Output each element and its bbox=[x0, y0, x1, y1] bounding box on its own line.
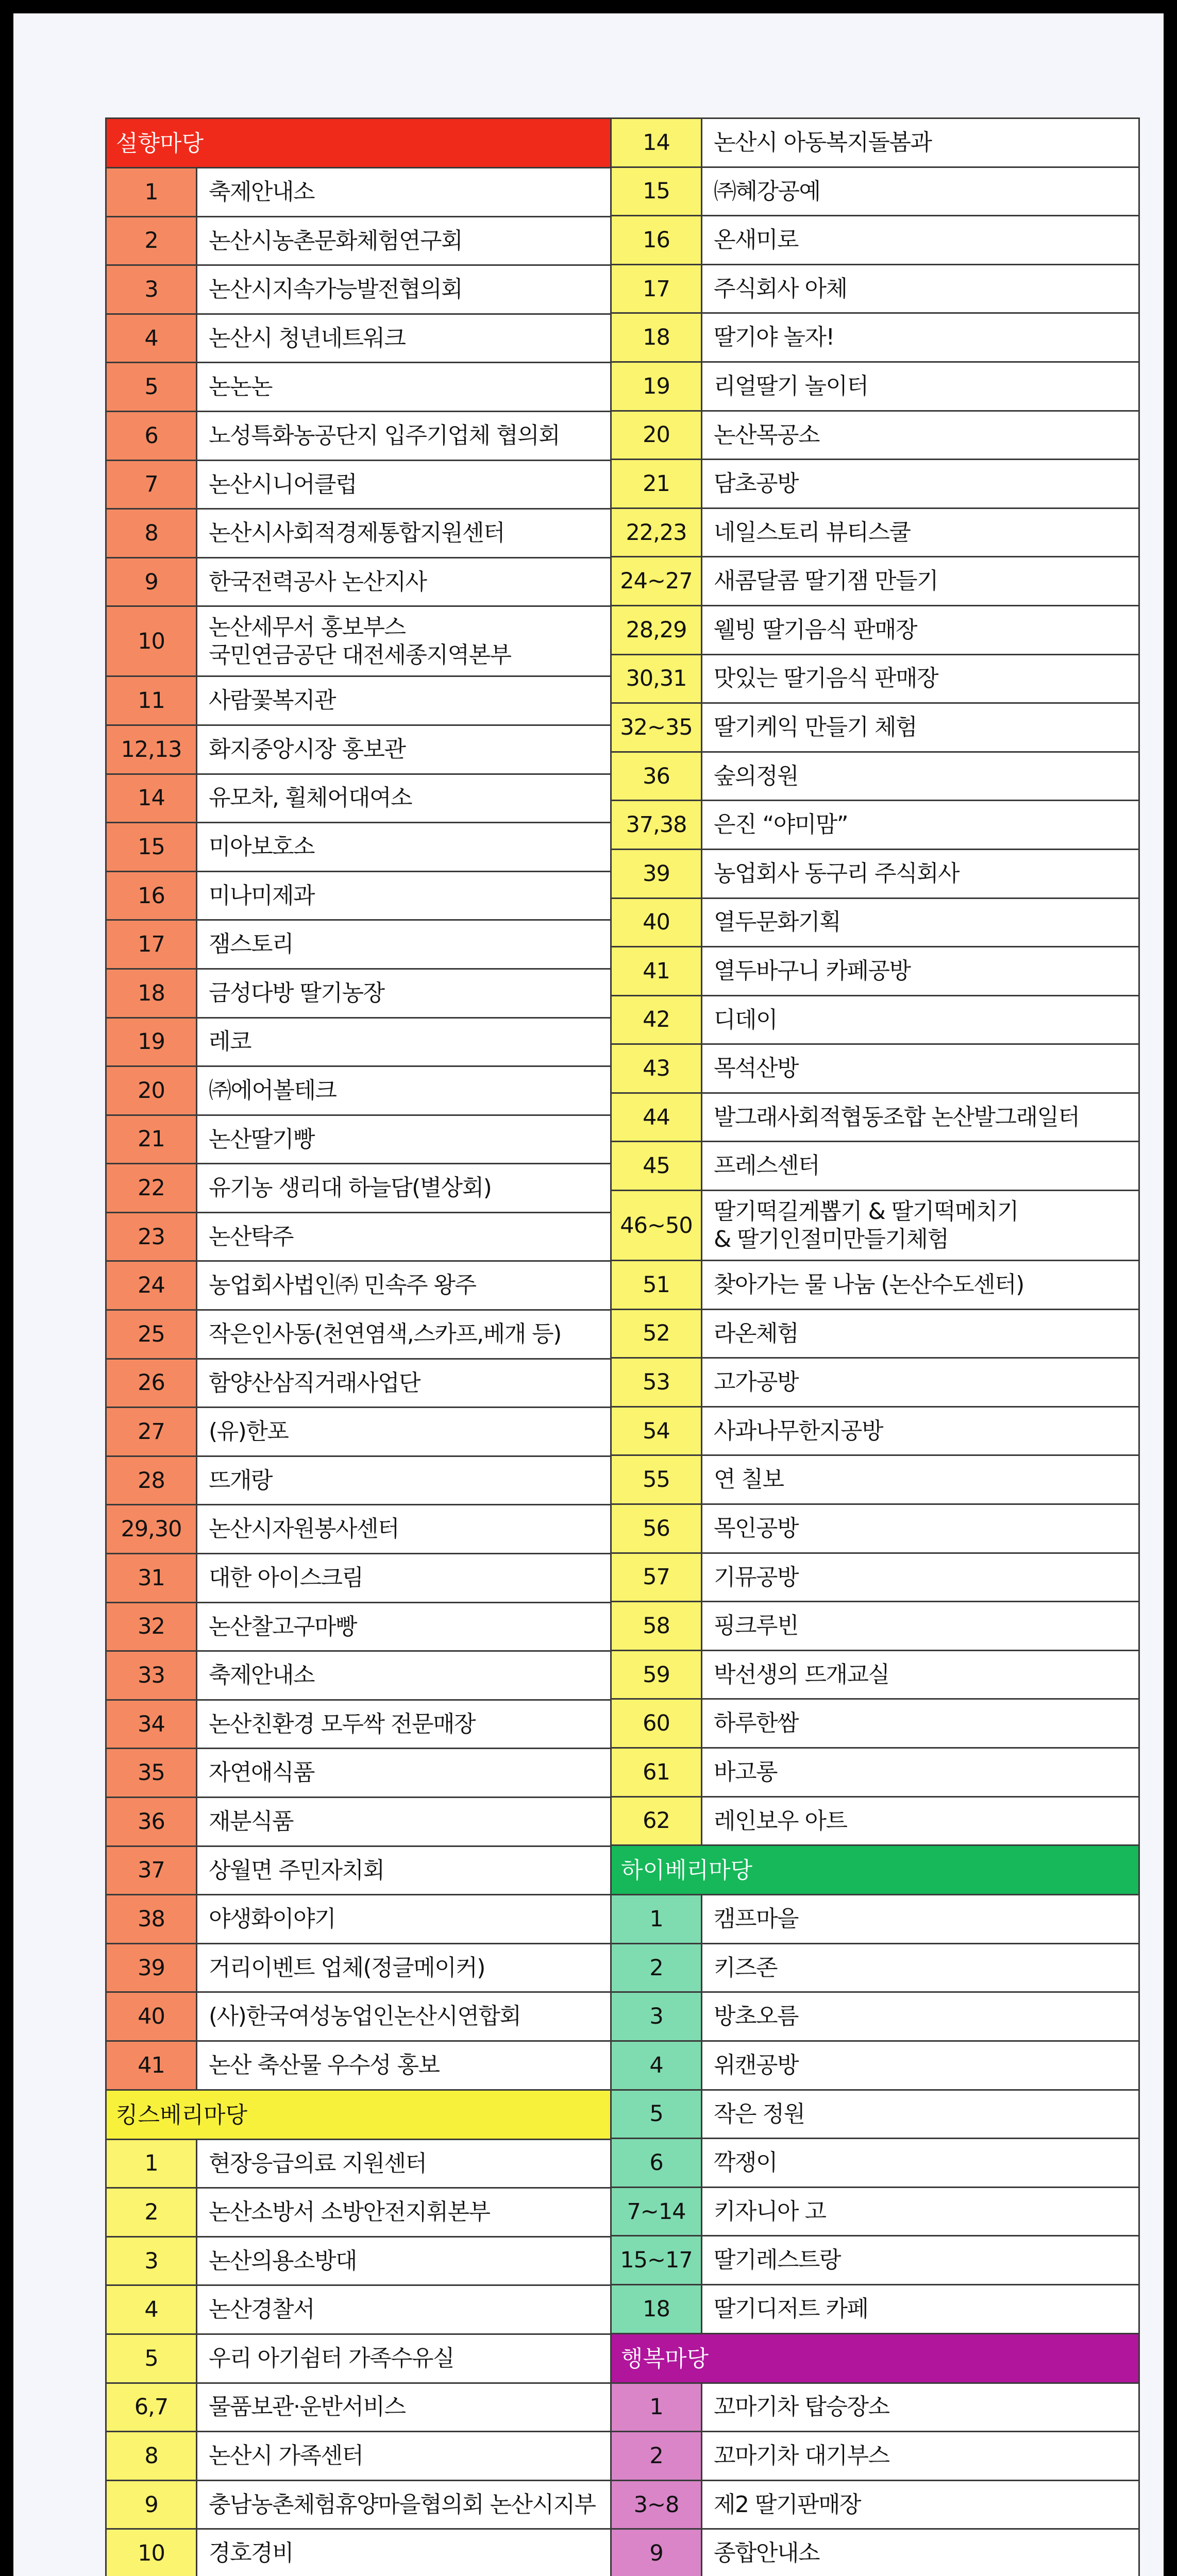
booth-name: 농업회사 동구리 주식회사 bbox=[714, 860, 960, 887]
booth-row bbox=[612, 606, 1138, 655]
booth-row bbox=[612, 1602, 1138, 1651]
booth-row bbox=[107, 1116, 633, 1165]
booth-row bbox=[612, 1310, 1138, 1359]
booth-name: 발그래사회적협동조합 논산발그래일터 bbox=[714, 1104, 1080, 1130]
booth-number: 7~14 bbox=[612, 2188, 702, 2235]
booth-name: 주식회사 아체 bbox=[714, 275, 847, 302]
booth-name: 딸기떡길게뽑기 & 딸기떡메치기 & 딸기인절미만들기체험 bbox=[714, 1198, 1018, 1252]
booth-row bbox=[612, 1554, 1138, 1603]
booth-number: 10 bbox=[107, 607, 197, 675]
booth-number: 40 bbox=[107, 1993, 197, 2040]
left-column-table bbox=[105, 117, 635, 2576]
booth-row bbox=[107, 1603, 633, 1652]
booth-row bbox=[612, 314, 1138, 363]
booth-name: 대한 아이스크림 bbox=[209, 1564, 363, 1591]
booth-number: 2 bbox=[612, 2432, 702, 2480]
booth-number: 3 bbox=[612, 1993, 702, 2040]
booth-number: 10 bbox=[107, 2530, 197, 2576]
booth-number: 46~50 bbox=[612, 1191, 702, 1260]
booth-name: 논산시 아동복지돌봄과 bbox=[714, 129, 932, 156]
booth-row bbox=[612, 460, 1138, 509]
booth-number: 6,7 bbox=[107, 2384, 197, 2431]
booth-row bbox=[107, 2286, 633, 2335]
booth-number: 24~27 bbox=[612, 557, 702, 605]
booth-row bbox=[107, 2432, 633, 2481]
booth-name: 논산탁주 bbox=[209, 1223, 294, 1250]
booth-number: 57 bbox=[612, 1554, 702, 1601]
booth-name: 키즈존 bbox=[714, 1954, 778, 1981]
booth-row bbox=[107, 2189, 633, 2238]
booth-name: 캠프마을 bbox=[714, 1906, 799, 1933]
booth-name: 논산찰고구마빵 bbox=[209, 1613, 357, 1640]
booth-number: 27 bbox=[107, 1408, 197, 1455]
booth-row bbox=[107, 775, 633, 824]
booth-name: 종합안내소 bbox=[714, 2540, 820, 2567]
booth-number: 59 bbox=[612, 1651, 702, 1699]
booth-row bbox=[612, 1191, 1138, 1261]
booth-row bbox=[107, 2530, 633, 2576]
booth-row bbox=[107, 168, 633, 217]
booth-number: 43 bbox=[612, 1045, 702, 1092]
booth-row bbox=[107, 677, 633, 726]
booth-row bbox=[107, 2384, 633, 2433]
booth-row bbox=[107, 2481, 633, 2530]
booth-row bbox=[107, 1895, 633, 1944]
booth-number: 17 bbox=[107, 921, 197, 968]
booth-name: 박선생의 뜨개교실 bbox=[714, 1661, 889, 1688]
booth-name: 논산시자원봉사센터 bbox=[209, 1516, 399, 1543]
booth-name: 자연애식품 bbox=[209, 1759, 315, 1786]
booth-number: 25 bbox=[107, 1311, 197, 1358]
booth-number: 54 bbox=[612, 1408, 702, 1455]
booth-name: 축제안내소 bbox=[209, 178, 315, 205]
booth-name: 경호경비 bbox=[209, 2540, 294, 2567]
booth-row bbox=[612, 2188, 1138, 2237]
booth-name: 논산시지속가능발전협의회 bbox=[209, 276, 463, 303]
booth-name: 논산시 가족센터 bbox=[209, 2443, 363, 2469]
booth-row bbox=[612, 2285, 1138, 2334]
booth-number: 42 bbox=[612, 996, 702, 1044]
booth-name: 논산경찰서 bbox=[209, 2296, 315, 2323]
booth-row bbox=[612, 1456, 1138, 1505]
booth-name: ㈜에어볼테크 bbox=[209, 1077, 337, 1104]
booth-row bbox=[107, 1798, 633, 1847]
booth-row bbox=[107, 1360, 633, 1409]
booth-name: 바고롱 bbox=[714, 1758, 778, 1785]
booth-row bbox=[612, 1094, 1138, 1143]
booth-number: 6 bbox=[107, 412, 197, 460]
booth-name: 미나미제과 bbox=[209, 882, 315, 909]
booth-name: 상월면 주민자치회 bbox=[209, 1857, 384, 1884]
booth-name: 우리 아기쉼터 가족수유실 bbox=[209, 2345, 455, 2371]
booth-row bbox=[107, 266, 633, 315]
booth-row bbox=[612, 363, 1138, 412]
booth-row bbox=[612, 1261, 1138, 1310]
booth-name: 논산시사회적경제통합지원센터 bbox=[209, 520, 505, 547]
booth-number: 30,31 bbox=[612, 655, 702, 703]
booth-number: 55 bbox=[612, 1456, 702, 1503]
booth-number: 4 bbox=[107, 315, 197, 362]
booth-name: 네일스토리 뷰티스쿨 bbox=[714, 519, 911, 546]
booth-row bbox=[107, 607, 633, 677]
booth-number: 33 bbox=[107, 1652, 197, 1699]
booth-number: 20 bbox=[612, 412, 702, 459]
booth-row bbox=[612, 168, 1138, 217]
booth-row bbox=[612, 265, 1138, 314]
booth-number: 37 bbox=[107, 1847, 197, 1894]
booth-name: 유기농 생리대 하늘담(별상회) bbox=[209, 1175, 492, 1201]
booth-name: 뜨개랑 bbox=[209, 1467, 273, 1494]
booth-row bbox=[612, 412, 1138, 461]
booth-number: 16 bbox=[107, 872, 197, 920]
booth-name: 논산친환경 모두싹 전문매장 bbox=[209, 1710, 476, 1737]
booth-row bbox=[612, 1944, 1138, 1993]
booth-name: 찾아가는 물 나눔 (논산수도센터) bbox=[714, 1272, 1024, 1298]
booth-name: 꼬마기차 대기부스 bbox=[714, 2443, 889, 2469]
booth-name: 야생화이야기 bbox=[209, 1906, 336, 1933]
booth-row bbox=[612, 2432, 1138, 2481]
booth-name: 사과나무한지공방 bbox=[714, 1417, 883, 1444]
booth-number: 2 bbox=[107, 2189, 197, 2236]
booth-row bbox=[612, 2481, 1138, 2530]
booth-row bbox=[612, 850, 1138, 899]
booth-row bbox=[107, 2335, 633, 2384]
booth-name: (사)한국여성농업인논산시연합회 bbox=[209, 2003, 521, 2030]
booth-row bbox=[612, 1045, 1138, 1094]
booth-name: 작은 정원 bbox=[714, 2100, 805, 2127]
booth-number: 2 bbox=[612, 1944, 702, 1992]
booth-number: 38 bbox=[107, 1895, 197, 1943]
booth-number: 1 bbox=[107, 2140, 197, 2188]
booth-name: 작은인사동(천연염색,스카프,베개 등) bbox=[209, 1321, 561, 1348]
booth-row bbox=[107, 1847, 633, 1896]
booth-number: 15~17 bbox=[612, 2236, 702, 2284]
booth-number: 28 bbox=[107, 1457, 197, 1504]
booth-number: 1 bbox=[107, 168, 197, 216]
booth-name: 금성다방 딸기농장 bbox=[209, 979, 384, 1006]
booth-number: 4 bbox=[107, 2286, 197, 2333]
booth-name: 노성특화농공단지 입주기업체 협의회 bbox=[209, 422, 560, 449]
booth-number: 53 bbox=[612, 1359, 702, 1406]
booth-number: 32 bbox=[107, 1603, 197, 1651]
booth-name: 담초공방 bbox=[714, 470, 799, 497]
booth-row bbox=[107, 2140, 633, 2189]
booth-row bbox=[612, 996, 1138, 1045]
booth-number: 56 bbox=[612, 1505, 702, 1552]
booth-row bbox=[612, 216, 1138, 265]
booth-number: 5 bbox=[107, 2335, 197, 2382]
booth-row bbox=[107, 461, 633, 510]
booth-number: 9 bbox=[612, 2530, 702, 2576]
booth-number: 39 bbox=[612, 850, 702, 897]
booth-name: 리얼딸기 놀이터 bbox=[714, 372, 868, 399]
booth-number: 29,30 bbox=[107, 1505, 197, 1553]
booth-row bbox=[107, 1554, 633, 1603]
booth-row bbox=[612, 899, 1138, 948]
booth-name: 논산 축산물 우수성 홍보 bbox=[209, 2052, 440, 2078]
booth-row bbox=[612, 557, 1138, 606]
booth-row bbox=[612, 2236, 1138, 2285]
booth-row bbox=[107, 1067, 633, 1116]
section-header: 행복마당 bbox=[612, 2334, 1138, 2384]
booth-number: 15 bbox=[612, 168, 702, 215]
booth-row bbox=[612, 1359, 1138, 1408]
booth-name: 논산시 청년네트워크 bbox=[209, 325, 406, 351]
booth-row bbox=[107, 2238, 633, 2286]
booth-name: 사람꽃복지관 bbox=[209, 687, 336, 714]
booth-row bbox=[612, 753, 1138, 802]
booth-number: 22,23 bbox=[612, 509, 702, 556]
booth-row bbox=[107, 1019, 633, 1067]
booth-name: 논산의용소방대 bbox=[209, 2247, 357, 2274]
booth-row bbox=[612, 2091, 1138, 2140]
booth-number: 60 bbox=[612, 1700, 702, 1747]
booth-number: 36 bbox=[107, 1798, 197, 1845]
booth-name: 프레스센터 bbox=[714, 1153, 820, 1179]
booth-row bbox=[107, 1505, 633, 1554]
booth-number: 8 bbox=[107, 510, 197, 557]
booth-row bbox=[612, 1408, 1138, 1456]
booth-name: 새콤달콤 딸기잼 만들기 bbox=[714, 568, 938, 595]
booth-row bbox=[612, 1993, 1138, 2042]
booth-number: 35 bbox=[107, 1749, 197, 1797]
booth-row bbox=[612, 1798, 1138, 1846]
booth-row bbox=[107, 412, 633, 461]
booth-name: 열두바구니 카페공방 bbox=[714, 958, 911, 985]
booth-number: 24 bbox=[107, 1262, 197, 1309]
booth-number: 3 bbox=[107, 266, 197, 313]
booth-number: 9 bbox=[107, 2481, 197, 2529]
booth-number: 18 bbox=[612, 314, 702, 361]
booth-row bbox=[612, 1142, 1138, 1191]
booth-row bbox=[612, 1651, 1138, 1700]
booth-row bbox=[107, 1457, 633, 1506]
booth-row bbox=[107, 510, 633, 558]
booth-row bbox=[107, 1701, 633, 1750]
booth-number: 16 bbox=[612, 216, 702, 264]
booth-name: 연 칠보 bbox=[714, 1466, 784, 1493]
booth-number: 45 bbox=[612, 1142, 702, 1190]
booth-name: 꼬마기차 탑승장소 bbox=[714, 2394, 889, 2420]
booth-name: 키자니아 고 bbox=[714, 2198, 826, 2225]
booth-number: 41 bbox=[612, 947, 702, 995]
booth-row bbox=[612, 947, 1138, 996]
booth-name: 물품보관·운반서비스 bbox=[209, 2394, 406, 2420]
booth-name: 깍쟁이 bbox=[714, 2149, 778, 2176]
booth-row bbox=[107, 726, 633, 775]
booth-name: 논논논 bbox=[209, 374, 273, 400]
booth-name: 은진 “야미맘” bbox=[714, 811, 848, 838]
booth-number: 28,29 bbox=[612, 606, 702, 654]
booth-name: 라온체험 bbox=[714, 1320, 799, 1347]
booth-row bbox=[107, 823, 633, 872]
booth-row bbox=[107, 872, 633, 921]
booth-number: 4 bbox=[612, 2042, 702, 2089]
booth-name: 디데이 bbox=[714, 1006, 778, 1033]
booth-name: 목석산방 bbox=[714, 1055, 799, 1082]
booth-number: 2 bbox=[107, 217, 197, 265]
booth-name: 축제안내소 bbox=[209, 1662, 315, 1689]
booth-row bbox=[107, 1993, 633, 2042]
booth-number: 12,13 bbox=[107, 726, 197, 773]
booth-name: 고가공방 bbox=[714, 1369, 799, 1396]
booth-number: 62 bbox=[612, 1798, 702, 1845]
booth-name: 웰빙 딸기음식 판매장 bbox=[714, 616, 917, 643]
booth-name: 딸기케익 만들기 체험 bbox=[714, 714, 917, 741]
booth-name: 레인보우 아트 bbox=[714, 1807, 847, 1834]
booth-number: 26 bbox=[107, 1360, 197, 1407]
booth-number: 52 bbox=[612, 1310, 702, 1358]
booth-number: 36 bbox=[612, 753, 702, 800]
booth-number: 44 bbox=[612, 1094, 702, 1141]
booth-number: 31 bbox=[107, 1554, 197, 1602]
booth-number: 3 bbox=[107, 2238, 197, 2285]
booth-row bbox=[612, 1505, 1138, 1554]
right-column-table bbox=[610, 117, 1140, 2576]
booth-number: 23 bbox=[107, 1213, 197, 1261]
booth-name: 현장응급의료 지원센터 bbox=[209, 2150, 427, 2177]
booth-name: 논산소방서 소방안전지휘본부 bbox=[209, 2199, 490, 2226]
booth-number: 11 bbox=[107, 677, 197, 724]
booth-name: 레코 bbox=[209, 1028, 251, 1055]
booth-number: 14 bbox=[612, 119, 702, 166]
booth-name: 미아보호소 bbox=[209, 834, 315, 860]
booth-name: 논산목공소 bbox=[714, 421, 820, 448]
booth-number: 21 bbox=[612, 460, 702, 507]
section-header: 설향마당 bbox=[107, 119, 633, 168]
booth-name: (유)한포 bbox=[209, 1418, 289, 1445]
booth-row bbox=[107, 1311, 633, 1360]
booth-directory-sheet bbox=[13, 13, 1164, 2576]
booth-name: 화지중앙시장 홍보관 bbox=[209, 736, 406, 762]
booth-name: 거리이벤트 업체(정글메이커) bbox=[209, 1954, 485, 1981]
booth-name: 기뮤공방 bbox=[714, 1564, 799, 1590]
booth-number: 9 bbox=[107, 558, 197, 606]
booth-number: 22 bbox=[107, 1164, 197, 1212]
booth-row bbox=[612, 2384, 1138, 2433]
booth-name: 논산세무서 홍보부스 국민연금공단 대전세종지역본부 bbox=[209, 614, 511, 668]
booth-number: 19 bbox=[612, 363, 702, 410]
booth-name: 제2 딸기판매장 bbox=[714, 2491, 861, 2518]
booth-row bbox=[107, 1408, 633, 1457]
booth-name: ㈜혜강공예 bbox=[714, 178, 820, 205]
booth-row bbox=[612, 2042, 1138, 2091]
booth-row bbox=[107, 1652, 633, 1701]
booth-name: 충남농촌체험휴양마을협의회 논산시지부 bbox=[209, 2491, 596, 2518]
booth-number: 5 bbox=[107, 363, 197, 411]
booth-number: 61 bbox=[612, 1749, 702, 1796]
booth-row bbox=[612, 1749, 1138, 1798]
booth-name: 하루한쌈 bbox=[714, 1710, 799, 1737]
booth-name: 함양산삼직거래사업단 bbox=[209, 1369, 421, 1396]
booth-number: 20 bbox=[107, 1067, 197, 1114]
booth-row bbox=[612, 655, 1138, 704]
booth-name: 논산딸기빵 bbox=[209, 1126, 315, 1153]
booth-name: 논산시농촌문화체험연구회 bbox=[209, 227, 463, 254]
booth-number: 37,38 bbox=[612, 801, 702, 849]
booth-number: 1 bbox=[612, 1895, 702, 1943]
booth-row bbox=[107, 217, 633, 266]
booth-number: 1 bbox=[612, 2384, 702, 2431]
booth-number: 14 bbox=[107, 775, 197, 822]
booth-name: 핑크루빈 bbox=[714, 1613, 799, 1639]
booth-row bbox=[107, 970, 633, 1019]
booth-row bbox=[107, 1213, 633, 1262]
booth-number: 8 bbox=[107, 2432, 197, 2480]
booth-name: 딸기레스트랑 bbox=[714, 2247, 841, 2274]
section-header: 하이베리마당 bbox=[612, 1846, 1138, 1895]
booth-name: 목인공방 bbox=[714, 1515, 799, 1541]
booth-row bbox=[107, 1749, 633, 1798]
booth-number: 34 bbox=[107, 1701, 197, 1748]
booth-name: 잼스토리 bbox=[209, 931, 294, 958]
booth-row bbox=[612, 801, 1138, 850]
booth-name: 열두문화기획 bbox=[714, 909, 841, 936]
booth-number: 17 bbox=[612, 265, 702, 313]
booth-row bbox=[107, 921, 633, 970]
booth-row bbox=[612, 1700, 1138, 1749]
booth-row bbox=[612, 509, 1138, 558]
booth-name: 한국전력공사 논산지사 bbox=[209, 568, 427, 595]
booth-number: 7 bbox=[107, 461, 197, 509]
booth-number: 51 bbox=[612, 1261, 702, 1309]
booth-row bbox=[612, 119, 1138, 168]
booth-name: 맛있는 딸기음식 판매장 bbox=[714, 665, 938, 692]
booth-number: 21 bbox=[107, 1116, 197, 1163]
booth-number: 32~35 bbox=[612, 704, 702, 751]
section-header: 킹스베리마당 bbox=[107, 2091, 633, 2140]
booth-row bbox=[612, 1895, 1138, 1944]
booth-name: 유모차, 휠체어대여소 bbox=[209, 785, 412, 811]
booth-number: 5 bbox=[612, 2091, 702, 2138]
booth-number: 3~8 bbox=[612, 2481, 702, 2529]
booth-row bbox=[612, 2139, 1138, 2188]
booth-row bbox=[107, 315, 633, 364]
booth-name: 재분식품 bbox=[209, 1808, 294, 1835]
booth-number: 6 bbox=[612, 2139, 702, 2187]
booth-number: 40 bbox=[612, 899, 702, 946]
booth-number: 18 bbox=[107, 970, 197, 1017]
booth-name: 농업회사법인㈜ 민속주 왕주 bbox=[209, 1272, 476, 1299]
booth-number: 58 bbox=[612, 1602, 702, 1650]
booth-row bbox=[107, 558, 633, 607]
booth-row bbox=[612, 704, 1138, 753]
booth-row bbox=[107, 1944, 633, 1993]
booth-name: 위캔공방 bbox=[714, 2052, 799, 2078]
booth-number: 15 bbox=[107, 823, 197, 871]
booth-name: 딸기야 놀자! bbox=[714, 324, 834, 351]
booth-row bbox=[107, 1164, 633, 1213]
booth-name: 방초오름 bbox=[714, 2003, 799, 2030]
booth-row bbox=[107, 2042, 633, 2091]
booth-row bbox=[107, 1262, 633, 1311]
booth-name: 논산시니어클럽 bbox=[209, 471, 357, 498]
booth-name: 온새미로 bbox=[714, 227, 799, 253]
booth-number: 39 bbox=[107, 1944, 197, 1992]
booth-name: 딸기디저트 카페 bbox=[714, 2295, 868, 2322]
booth-row bbox=[612, 2530, 1138, 2576]
booth-number: 18 bbox=[612, 2285, 702, 2333]
booth-number: 41 bbox=[107, 2042, 197, 2089]
booth-name: 숲의정원 bbox=[714, 762, 799, 789]
booth-number: 19 bbox=[107, 1019, 197, 1066]
booth-row bbox=[107, 363, 633, 412]
